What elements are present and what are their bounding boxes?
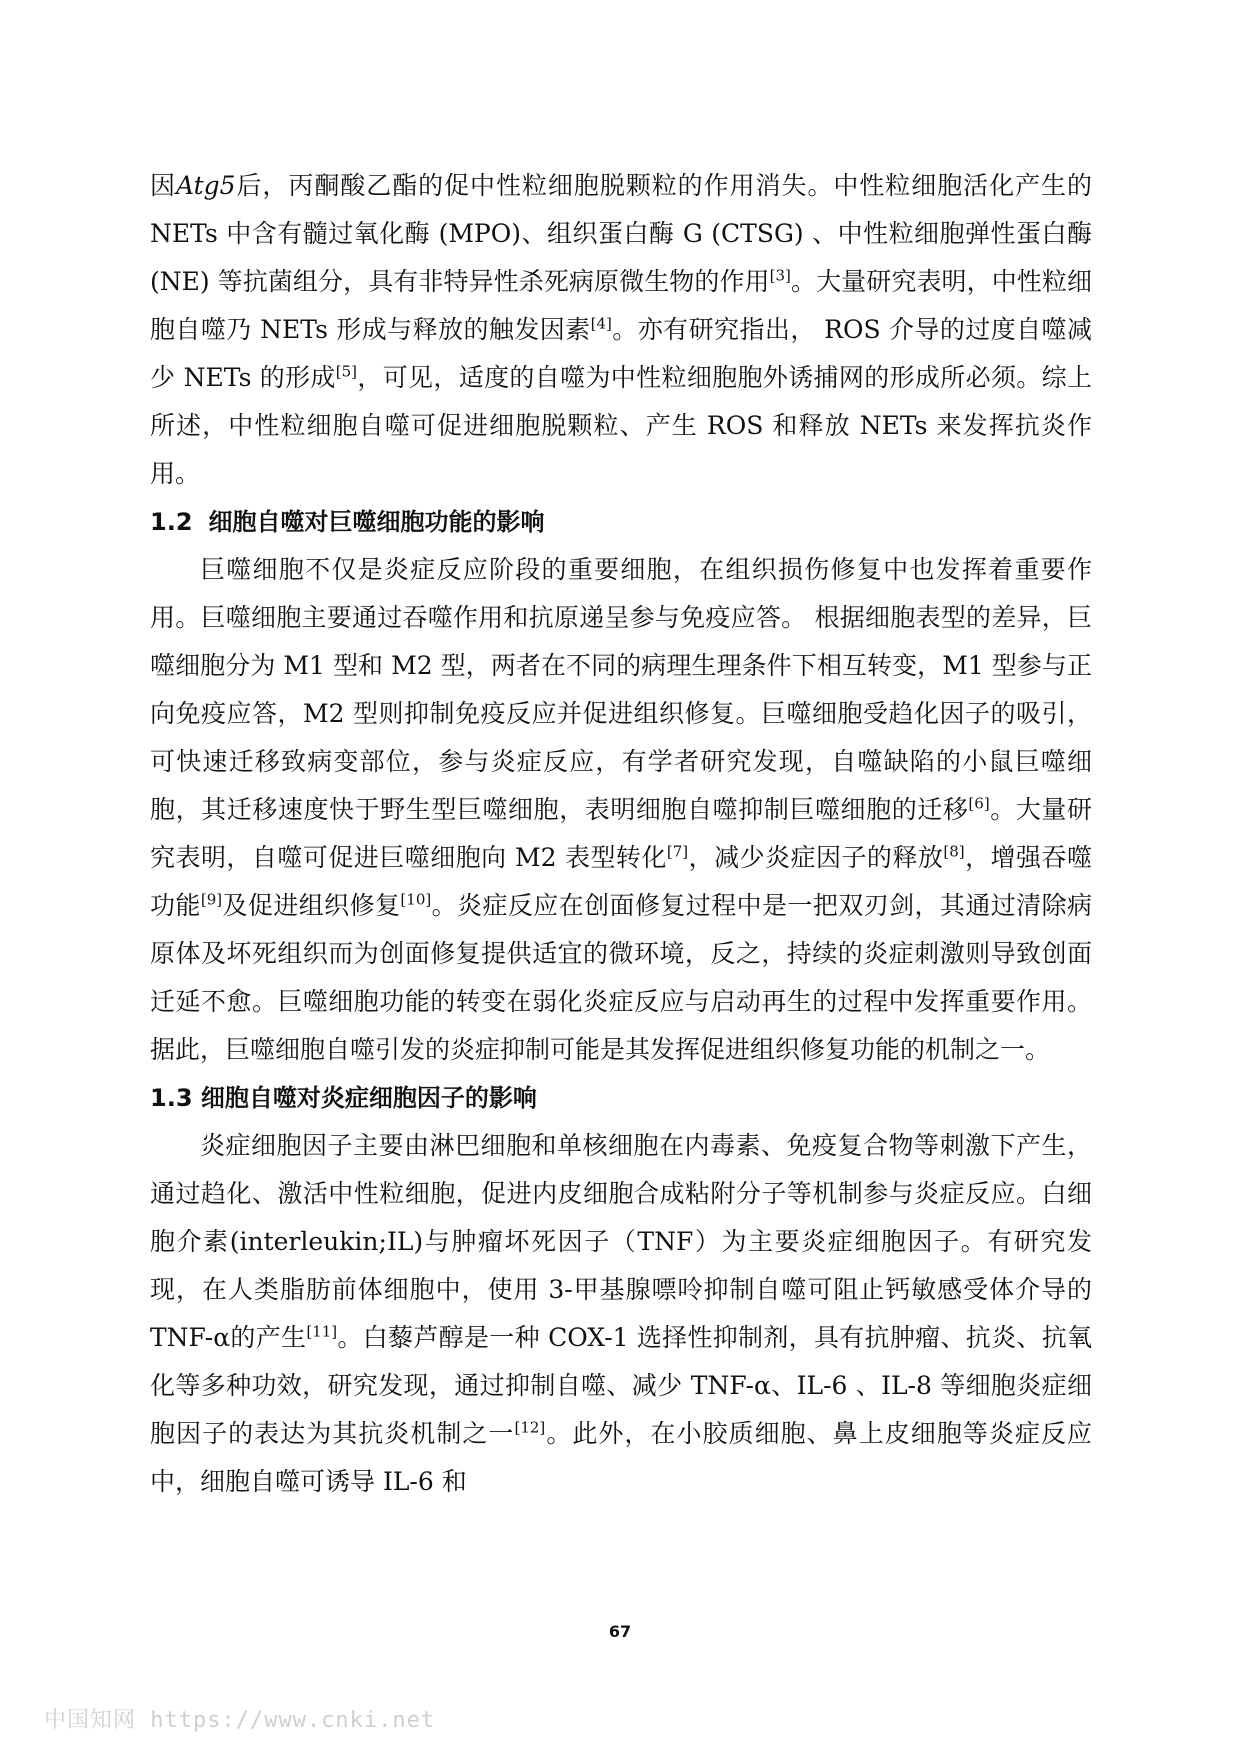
text-span: 炎症细胞因子主要由淋巴细胞和单核细胞在内毒素、免疫复合物等刺激下产生，通过趋化、激活中性粒细胞，促进内皮细胞合成粘附分子等机制参与炎症反应。白细胞介素(interleukin;IL)与肿瘤坏死因子（TNF）为主要炎症细胞因子。有研究发现，在人类脂肪前体细胞中，使用 3-甲基腺嘌呤抑制自噬可阻止钙敏感受体介导的 TNF-α的产生 [150,1131,1092,1352]
citation-ref: [4] [590,314,612,333]
section-heading-1-2 [150,498,1092,546]
section-title: 细胞自噬对炎症细胞因子的影响 [200,1084,537,1112]
text-span: 。大量研究表明，自噬可促进巨噬细胞向 M2 表型转化 [150,795,1092,872]
text-span: 。白藜芦醇是一种 COX-1 选择性抑制剂，具有抗肿瘤、抗炎、抗氧化等多种功效，研究发现，通过抑制自噬、减少 TNF-α、IL-6 、IL-8 等细胞炎症细胞因子的表达为其抗炎机制之一 [150,1323,1092,1448]
citation-ref: [12] [514,1418,546,1437]
section-heading-1-3 [150,1074,1092,1122]
citation-ref: [7] [666,842,689,861]
cnki-watermark: 中国知网 https://www.cnki.net [44,1708,436,1733]
text-span: ，减少炎症因子的释放 [688,843,944,872]
paragraph-macrophage [150,546,1092,1074]
paragraph-neutrophil-autophagy [150,162,1092,498]
text-span: ，可见，适度的自噬为中性粒细胞胞外诱捕网的形成所必须。综上所述，中性粒细胞自噬可促进细胞脱颗粒、产生 ROS 和释放 NETs 来发挥抗炎作用。 [150,363,1092,488]
text-span: 及促进组织修复 [222,891,401,920]
section-number: 1.3 [150,1084,193,1112]
citation-ref: [8] [943,842,965,861]
citation-ref: [10] [400,890,432,909]
text-span: ，增强吞噬功能 [150,843,1092,920]
text-span: 。此外，在小胶质细胞、鼻上皮细胞等炎症反应中，细胞自噬可诱导 IL-6 和 [150,1419,1092,1496]
citation-ref: [11] [306,1322,338,1341]
paragraph-cytokines [150,1122,1092,1506]
text-span: 巨噬细胞不仅是炎症反应阶段的重要细胞，在组织损伤修复中也发挥着重要作用。巨噬细胞主要通过吞噬作用和抗原递呈参与免疫应答。 根据细胞表型的差异，巨噬细胞分为 M1 型和 M2 型，两者在不同的病理生理条件下相互转变，M1 型参与正向免疫应答，M2 型则抑制免疫反应并促进组织修复。巨噬细胞受趋化因子的吸引，可快速迁移致病变部位，参与炎症反应，有学者研究发现，自噬缺陷的小鼠巨噬细胞，其迁移速度快于野生型巨噬细胞，表明细胞自噬抑制巨噬细胞的迁移 [150,555,1092,824]
text-span: 。炎症反应在创面修复过程中是一把双刃剑，其通过清除病原体及坏死组织而为创面修复提供适宜的微环境，反之，持续的炎症刺激则导致创面迁延不愈。巨噬细胞功能的转变在弱化炎症反应与启动再生的过程中发挥重要作用。据此，巨噬细胞自噬引发的炎症抑制可能是其发挥促进组织修复功能的机制之一。 [150,891,1092,1064]
text-span: 后，丙酮酸乙酯的促中性粒细胞脱颗粒的作用消失。中性粒细胞活化产生的 NETs 中含有髓过氧化酶 (MPO)、组织蛋白酶 G (CTSG) 、中性粒细胞弹性蛋白酶 (NE) 等抗菌组分，具有非特异性杀死病原微生物的作用 [150,171,1092,296]
gene-name: Atg5 [175,171,236,200]
section-title: 细胞自噬对巨噬细胞功能的影响 [208,508,545,536]
text-span: 。亦有研究指出， ROS 介导的过度自噬减少 NETs 的形成 [150,315,1092,392]
page-number: 67 [608,1622,632,1641]
citation-ref: [3] [769,266,791,285]
citation-ref: [6] [968,794,990,813]
citation-ref: [9] [200,890,223,909]
section-number: 1.2 [150,508,193,536]
citation-ref: [5] [335,362,358,381]
text-span: 。大量研究表明，中性粒细胞自噬乃 NETs 形成与释放的触发因素 [150,267,1092,344]
page-body [150,162,1092,1506]
text-span: 因 [150,171,176,200]
